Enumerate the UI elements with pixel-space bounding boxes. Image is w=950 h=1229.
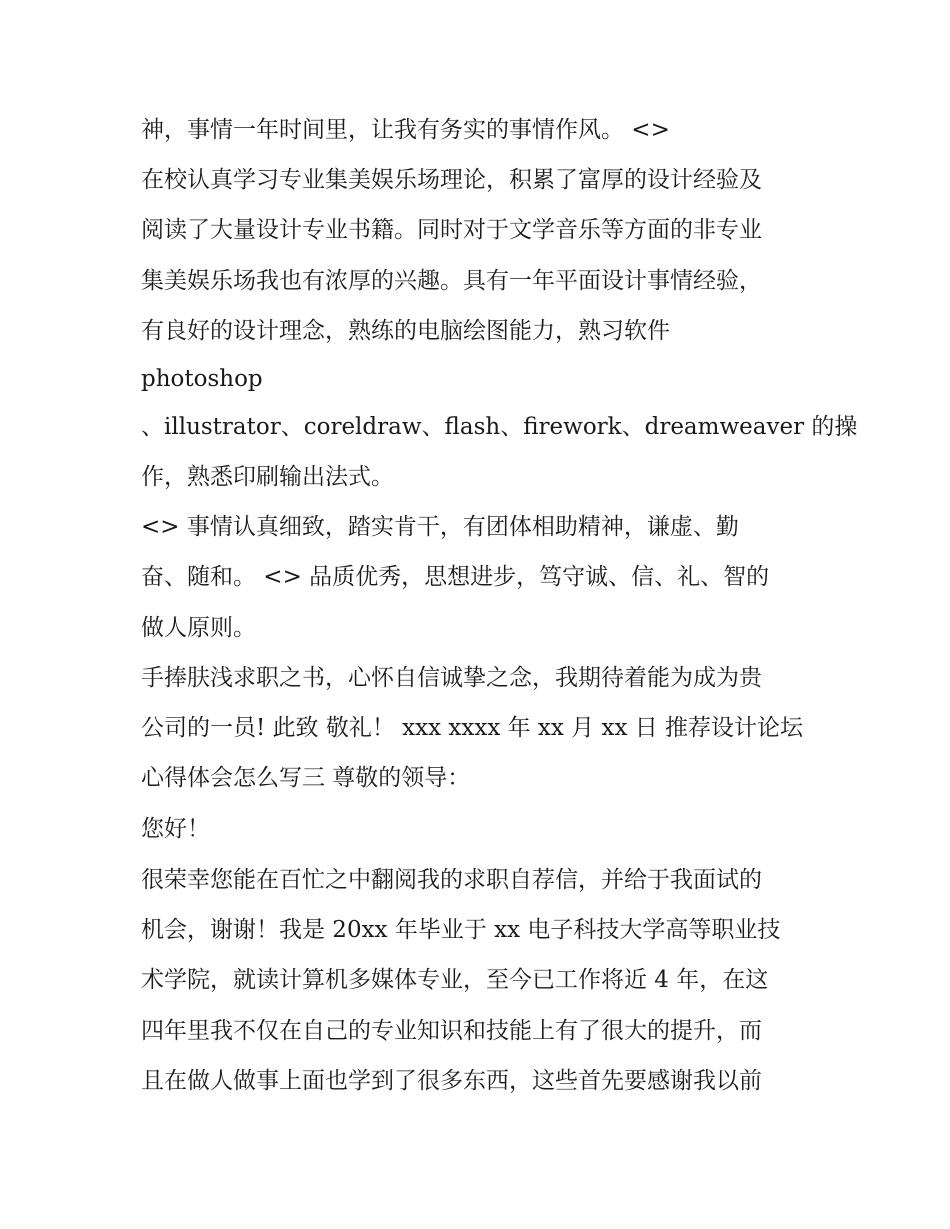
text-line: 在校认真学习专业集美娱乐场理论，积累了富厚的设计经验及 bbox=[141, 167, 762, 193]
text-line: 您好！ bbox=[141, 816, 210, 842]
text-line: 四年里我不仅在自己的专业知识和技能上有了很大的提升，而 bbox=[141, 1018, 762, 1044]
text-line: 阅读了大量设计专业书籍。同时对于文学音乐等方面的非专业 bbox=[141, 217, 762, 243]
text-line: 很荣幸您能在百忙之中翻阅我的求职自荐信，并给于我面试的 bbox=[141, 867, 762, 893]
text-line: photoshop bbox=[141, 366, 263, 392]
text-line: 神，事情一年时间里，让我有务实的事情作风。 <> bbox=[141, 117, 670, 143]
text-line: 集美娱乐场我也有浓厚的兴趣。具有一年平面设计事情经验， bbox=[141, 268, 762, 294]
text-line: 作，熟悉印刷输出法式。 bbox=[141, 464, 394, 490]
text-line: 心得体会怎么写三 尊敬的领导： bbox=[141, 765, 471, 791]
text-line: 机会，谢谢！我是 20xx 年毕业于 xx 电子科技大学高等职业技 bbox=[141, 917, 781, 943]
text-line: 且在做人做事上面也学到了很多东西，这些首先要感谢我以前 bbox=[141, 1068, 762, 1094]
text-line: 奋、随和。 <> 品质优秀，思想进步，笃守诚、信、礼、智的 bbox=[141, 564, 770, 590]
text-line: 手捧肤浅求职之书，心怀自信诚挚之念，我期待着能为成为贵 bbox=[141, 665, 762, 691]
text-line: 做人原则。 bbox=[141, 615, 256, 641]
text-line: 公司的一员! 此致 敬礼！ xxx xxxx 年 xx 月 xx 日 推荐设计论坛 bbox=[141, 715, 804, 741]
text-line: 有良好的设计理念，熟练的电脑绘图能力，熟习软件 bbox=[141, 318, 670, 344]
text-line: 、illustrator、coreldraw、flash、firework、dreamweaver 的操 bbox=[141, 414, 858, 440]
text-line: <> 事情认真细致，踏实肯干，有团体相助精神，谦虚、勤 bbox=[141, 514, 739, 540]
text-line: 术学院，就读计算机多媒体专业，至今已工作将近 4 年，在这 bbox=[141, 967, 769, 993]
